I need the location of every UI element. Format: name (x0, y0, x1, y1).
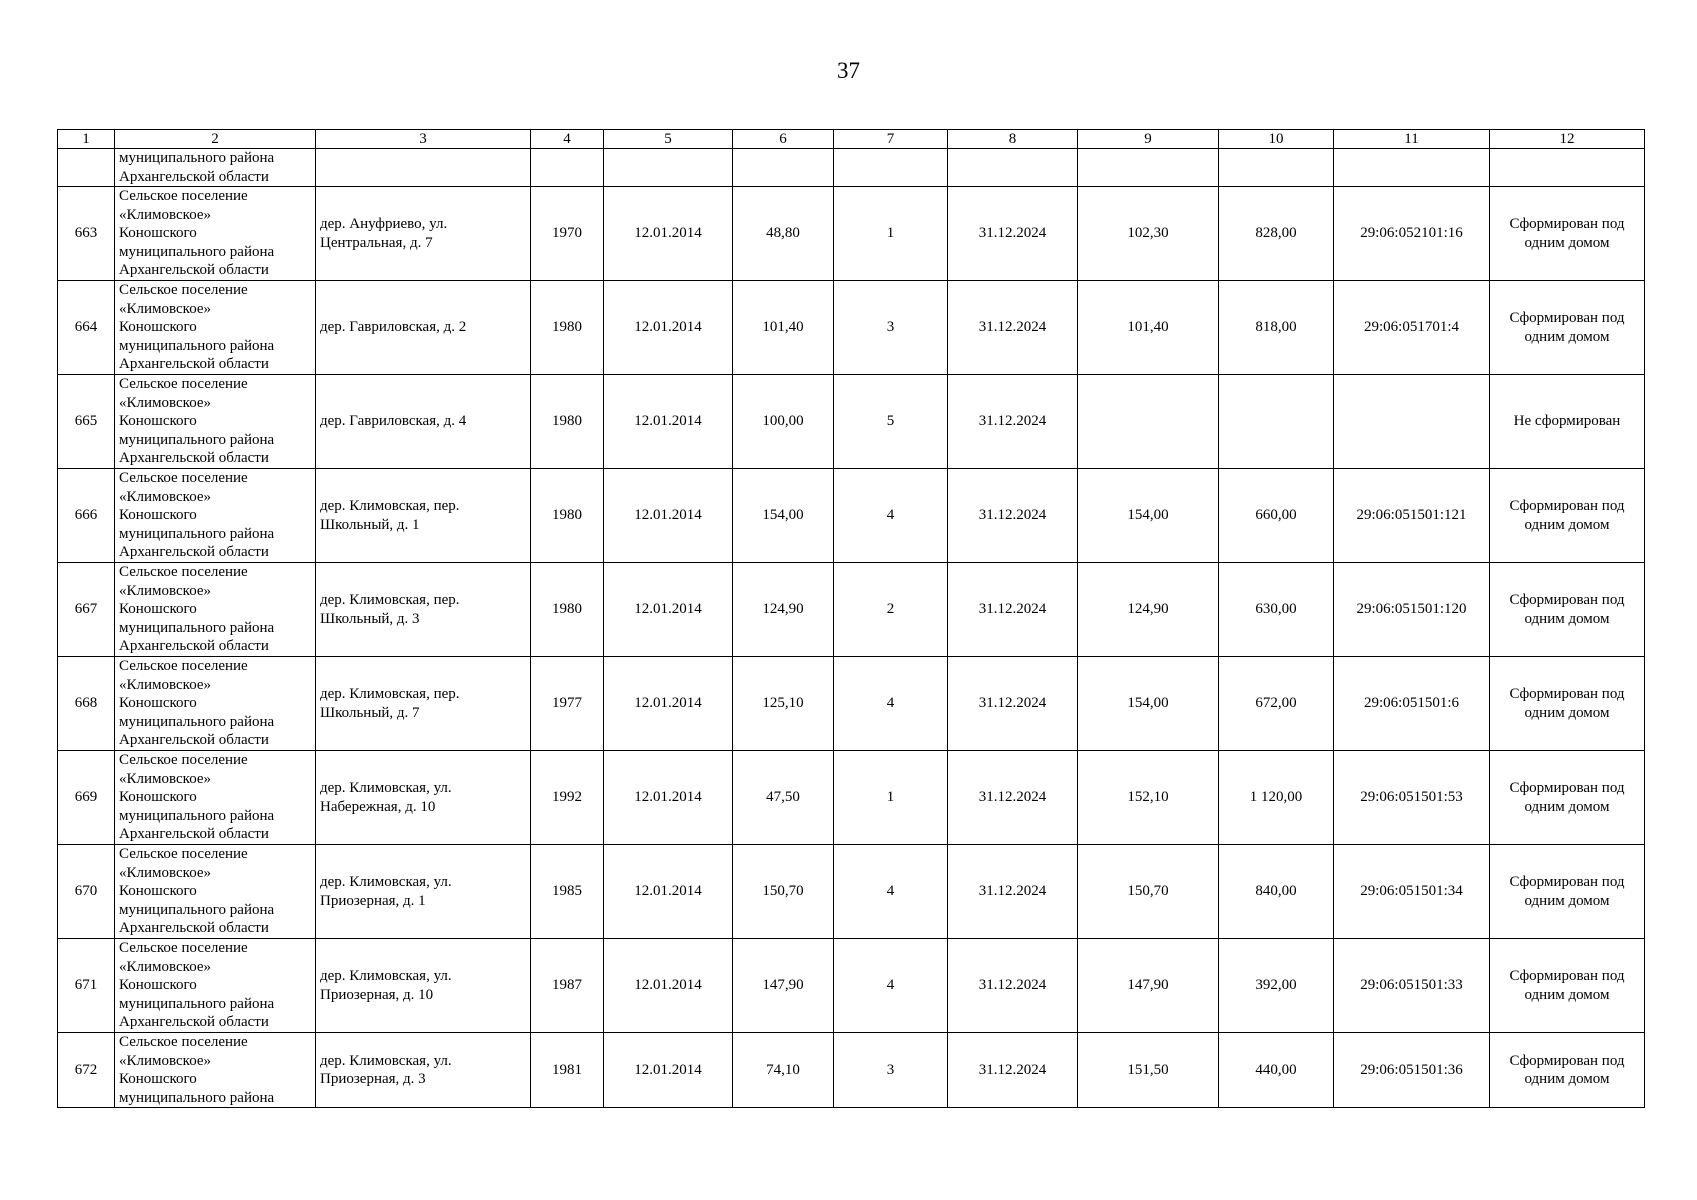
settlement-line: муниципального района (119, 337, 275, 354)
deadline-cell: 31.12.2024 (948, 845, 1078, 939)
settlement-line: Коношского (119, 789, 197, 806)
column-header: 9 (1078, 130, 1219, 149)
settlement-line: муниципального района (119, 431, 275, 448)
area-cell: 124,90 (733, 563, 834, 657)
column-header: 5 (604, 130, 733, 149)
address-line: дер. Гавриловская, д. 4 (320, 413, 467, 430)
settlement-line: Сельское поселение (119, 376, 248, 393)
plot-area-cell: 154,00 (1078, 657, 1219, 751)
settlement-line: муниципального района (119, 1089, 275, 1106)
date-cell: 12.01.2014 (604, 939, 733, 1033)
cadastral-cell: 29:06:051501:120 (1334, 563, 1490, 657)
continuation-row (58, 149, 1645, 187)
year-cell: 1987 (531, 939, 604, 1033)
row-number-cell: 667 (58, 563, 115, 657)
year-cell: 1980 (531, 469, 604, 563)
status-cell (1490, 939, 1645, 1033)
column-header: 7 (834, 130, 948, 149)
settlement-line: Архангельской области (119, 1014, 269, 1031)
plot-area-cell: 151,50 (1078, 1033, 1219, 1108)
settlement-line: «Климовское» (119, 300, 212, 317)
settlement-line: «Климовское» (119, 488, 212, 505)
area-cell: 150,70 (733, 845, 834, 939)
settlement-line: «Климовское» (119, 582, 212, 599)
year-cell: 1985 (531, 845, 604, 939)
settlement-line: «Климовское» (119, 206, 212, 223)
people-cell: 4 (834, 657, 948, 751)
address-line: Школьный, д. 1 (320, 516, 420, 533)
settlement-line: Коношского (119, 507, 197, 524)
year-cell: 1977 (531, 657, 604, 751)
settlement-line: Коношского (119, 225, 197, 242)
row-number-cell: 663 (58, 187, 115, 281)
plot-size-cell: 440,00 (1219, 1033, 1334, 1108)
row-number-cell: 665 (58, 375, 115, 469)
page-number: 37 (837, 58, 860, 83)
plot-size-cell: 672,00 (1219, 657, 1334, 751)
settlement-line: муниципального района (119, 619, 275, 636)
column-header: 11 (1334, 130, 1490, 149)
cadastral-cell: 29:06:051501:34 (1334, 845, 1490, 939)
area-cell: 47,50 (733, 751, 834, 845)
status-line: Сформирован под (1509, 310, 1625, 326)
address-line: дер. Климовская, ул. (320, 1052, 452, 1069)
address-cell (316, 281, 531, 375)
address-line: дер. Гавриловская, д. 2 (320, 319, 467, 336)
status-cell (1490, 751, 1645, 845)
column-header: 6 (733, 130, 834, 149)
table-cell (316, 149, 531, 187)
year-cell: 1970 (531, 187, 604, 281)
address-line: Школьный, д. 3 (320, 610, 420, 627)
year-cell: 1980 (531, 563, 604, 657)
settlement-line: муниципального района (119, 713, 275, 730)
year-cell: 1980 (531, 375, 604, 469)
settlement-line: муниципального района (119, 150, 275, 166)
plot-area-cell: 101,40 (1078, 281, 1219, 375)
settlement-line: Архангельской области (119, 168, 269, 185)
table-row (58, 375, 1645, 469)
deadline-cell: 31.12.2024 (948, 563, 1078, 657)
deadline-cell: 31.12.2024 (948, 1033, 1078, 1108)
settlement-line: Сельское поселение (119, 846, 248, 863)
plot-area-cell: 152,10 (1078, 751, 1219, 845)
settlement-line: Сельское поселение (119, 658, 248, 675)
cadastral-cell: 29:06:051501:36 (1334, 1033, 1490, 1108)
settlement-line: Архангельской области (119, 450, 269, 467)
address-cell (316, 845, 531, 939)
table-cell (834, 149, 948, 187)
settlement-cell (115, 1033, 316, 1108)
people-cell: 4 (834, 939, 948, 1033)
area-cell: 74,10 (733, 1033, 834, 1108)
status-cell (1490, 1033, 1645, 1108)
registry-table (57, 129, 1645, 1108)
settlement-line: Коношского (119, 413, 197, 430)
address-line: дер. Климовская, пер. (320, 592, 460, 608)
status-line: одним домом (1524, 704, 1610, 721)
plot-area-cell: 124,90 (1078, 563, 1219, 657)
date-cell: 12.01.2014 (604, 563, 733, 657)
settlement-line: Архангельской области (119, 262, 269, 279)
settlement-line: Коношского (119, 319, 197, 336)
settlement-line: Сельское поселение (119, 470, 248, 487)
date-cell: 12.01.2014 (604, 375, 733, 469)
settlement-line: Сельское поселение (119, 1034, 248, 1050)
address-line: дер. Климовская, пер. (320, 498, 460, 514)
table-row (58, 187, 1645, 281)
settlement-line: Архангельской области (119, 638, 269, 655)
table-cell (1078, 149, 1219, 187)
column-header: 4 (531, 130, 604, 149)
address-cell (316, 563, 531, 657)
plot-size-cell: 840,00 (1219, 845, 1334, 939)
address-line: дер. Климовская, ул. (320, 968, 452, 984)
plot-size-cell (1219, 375, 1334, 469)
status-cell (1490, 375, 1645, 469)
table-cell (948, 149, 1078, 187)
settlement-line: Коношского (119, 695, 197, 712)
status-line: одним домом (1524, 986, 1610, 1003)
settlement-line: «Климовское» (119, 1052, 212, 1069)
area-cell: 125,10 (733, 657, 834, 751)
settlement-line: муниципального района (119, 807, 275, 824)
date-cell: 12.01.2014 (604, 845, 733, 939)
status-line: одним домом (1524, 516, 1610, 533)
settlement-line: Архангельской области (119, 356, 269, 373)
address-cell (316, 657, 531, 751)
status-cell (1490, 469, 1645, 563)
cadastral-cell: 29:06:051501:121 (1334, 469, 1490, 563)
table-cell (1490, 149, 1645, 187)
address-cell (316, 469, 531, 563)
year-cell: 1992 (531, 751, 604, 845)
status-line: Сформирован под (1509, 1052, 1625, 1069)
settlement-line: Коношского (119, 977, 197, 994)
cadastral-cell: 29:06:051501:53 (1334, 751, 1490, 845)
status-line: одним домом (1524, 610, 1610, 627)
settlement-line: «Климовское» (119, 394, 212, 411)
plot-area-cell: 150,70 (1078, 845, 1219, 939)
status-line: Сформирован под (1509, 780, 1625, 796)
settlement-line: Сельское поселение (119, 188, 248, 205)
address-line: дер. Климовская, ул. (320, 874, 452, 890)
address-line: дер. Климовская, ул. (320, 780, 452, 796)
year-cell: 1980 (531, 281, 604, 375)
deadline-cell: 31.12.2024 (948, 939, 1078, 1033)
date-cell: 12.01.2014 (604, 281, 733, 375)
deadline-cell: 31.12.2024 (948, 281, 1078, 375)
settlement-cell (115, 281, 316, 375)
plot-area-cell: 154,00 (1078, 469, 1219, 563)
area-cell: 154,00 (733, 469, 834, 563)
address-line: дер. Ануфриево, ул. (320, 216, 448, 232)
settlement-line: «Климовское» (119, 958, 212, 975)
row-number-cell: 672 (58, 1033, 115, 1108)
settlement-cell (115, 751, 316, 845)
address-line: Центральная, д. 7 (320, 234, 433, 251)
settlement-line: Сельское поселение (119, 940, 248, 957)
settlement-cell (115, 939, 316, 1033)
status-line: Сформирован под (1509, 968, 1625, 984)
settlement-line: Сельское поселение (119, 564, 248, 581)
plot-size-cell: 630,00 (1219, 563, 1334, 657)
people-cell: 4 (834, 469, 948, 563)
address-line: Приозерная, д. 3 (320, 1071, 426, 1087)
table-cell (58, 149, 115, 187)
plot-area-cell (1078, 375, 1219, 469)
date-cell: 12.01.2014 (604, 469, 733, 563)
settlement-cell (115, 375, 316, 469)
table-cell (604, 149, 733, 187)
settlement-cell (115, 563, 316, 657)
settlement-line: Архангельской области (119, 920, 269, 937)
cadastral-cell: 29:06:051501:33 (1334, 939, 1490, 1033)
address-cell (316, 939, 531, 1033)
row-number-cell: 668 (58, 657, 115, 751)
table-row (58, 469, 1645, 563)
settlement-line: Архангельской области (119, 826, 269, 843)
column-header: 8 (948, 130, 1078, 149)
year-cell: 1981 (531, 1033, 604, 1108)
deadline-cell: 31.12.2024 (948, 657, 1078, 751)
table-row (58, 281, 1645, 375)
status-line: одним домом (1524, 1071, 1610, 1087)
address-line: дер. Климовская, пер. (320, 686, 460, 702)
status-line: Не сформирован (1513, 413, 1621, 430)
cadastral-cell: 29:06:051501:6 (1334, 657, 1490, 751)
status-line: одним домом (1524, 328, 1610, 345)
date-cell: 12.01.2014 (604, 1033, 733, 1108)
plot-size-cell: 392,00 (1219, 939, 1334, 1033)
row-number-cell: 669 (58, 751, 115, 845)
settlement-line: Коношского (119, 1071, 197, 1087)
settlement-line: муниципального района (119, 901, 275, 918)
row-number-cell: 670 (58, 845, 115, 939)
settlement-cell (115, 149, 316, 187)
column-header: 1 (58, 130, 115, 149)
settlement-line: Коношского (119, 601, 197, 618)
column-header: 3 (316, 130, 531, 149)
date-cell: 12.01.2014 (604, 751, 733, 845)
status-cell (1490, 187, 1645, 281)
settlement-line: «Климовское» (119, 676, 212, 693)
plot-size-cell: 828,00 (1219, 187, 1334, 281)
table-row (58, 1033, 1645, 1108)
area-cell: 48,80 (733, 187, 834, 281)
deadline-cell: 31.12.2024 (948, 375, 1078, 469)
deadline-cell: 31.12.2024 (948, 751, 1078, 845)
address-line: Школьный, д. 7 (320, 704, 420, 721)
status-line: Сформирован под (1509, 592, 1625, 608)
plot-size-cell: 660,00 (1219, 469, 1334, 563)
cadastral-cell: 29:06:052101:16 (1334, 187, 1490, 281)
status-line: Сформирован под (1509, 874, 1625, 890)
cadastral-cell: 29:06:051701:4 (1334, 281, 1490, 375)
column-header: 2 (115, 130, 316, 149)
plot-area-cell: 102,30 (1078, 187, 1219, 281)
table-row (58, 939, 1645, 1033)
settlement-cell (115, 657, 316, 751)
column-number-header (58, 130, 1645, 149)
status-line: Сформирован под (1509, 216, 1625, 232)
table-cell (1219, 149, 1334, 187)
column-header: 10 (1219, 130, 1334, 149)
table-cell (1334, 149, 1490, 187)
settlement-line: Архангельской области (119, 544, 269, 561)
address-cell (316, 375, 531, 469)
cadastral-cell (1334, 375, 1490, 469)
table-row (58, 657, 1645, 751)
settlement-line: муниципального района (119, 243, 275, 260)
date-cell: 12.01.2014 (604, 657, 733, 751)
people-cell: 4 (834, 845, 948, 939)
settlement-line: «Климовское» (119, 864, 212, 881)
row-number-cell: 666 (58, 469, 115, 563)
settlement-line: Коношского (119, 883, 197, 900)
deadline-cell: 31.12.2024 (948, 187, 1078, 281)
status-line: одним домом (1524, 798, 1610, 815)
address-line: Приозерная, д. 1 (320, 892, 426, 909)
people-cell: 2 (834, 563, 948, 657)
settlement-cell (115, 469, 316, 563)
area-cell: 100,00 (733, 375, 834, 469)
date-cell: 12.01.2014 (604, 187, 733, 281)
settlement-line: Архангельской области (119, 732, 269, 749)
settlement-line: Сельское поселение (119, 282, 248, 299)
table-cell (531, 149, 604, 187)
settlement-line: муниципального района (119, 995, 275, 1012)
table-row (58, 751, 1645, 845)
address-line: Набережная, д. 10 (320, 798, 436, 815)
column-header: 12 (1490, 130, 1645, 149)
deadline-cell: 31.12.2024 (948, 469, 1078, 563)
status-line: одним домом (1524, 892, 1610, 909)
address-line: Приозерная, д. 10 (320, 986, 434, 1003)
row-number-cell: 671 (58, 939, 115, 1033)
status-cell (1490, 845, 1645, 939)
address-cell (316, 187, 531, 281)
status-cell (1490, 657, 1645, 751)
settlement-line: Сельское поселение (119, 752, 248, 769)
status-line: Сформирован под (1509, 686, 1625, 702)
table-row (58, 845, 1645, 939)
plot-area-cell: 147,90 (1078, 939, 1219, 1033)
address-cell (316, 751, 531, 845)
people-cell: 5 (834, 375, 948, 469)
status-cell (1490, 563, 1645, 657)
settlement-line: «Климовское» (119, 770, 212, 787)
plot-size-cell: 1 120,00 (1219, 751, 1334, 845)
settlement-line: муниципального района (119, 525, 275, 542)
settlement-cell (115, 187, 316, 281)
people-cell: 1 (834, 187, 948, 281)
address-cell (316, 1033, 531, 1108)
row-number-cell: 664 (58, 281, 115, 375)
settlement-cell (115, 845, 316, 939)
table-row (58, 563, 1645, 657)
area-cell: 101,40 (733, 281, 834, 375)
table-cell (733, 149, 834, 187)
status-line: одним домом (1524, 234, 1610, 251)
area-cell: 147,90 (733, 939, 834, 1033)
people-cell: 3 (834, 281, 948, 375)
people-cell: 3 (834, 1033, 948, 1108)
people-cell: 1 (834, 751, 948, 845)
plot-size-cell: 818,00 (1219, 281, 1334, 375)
status-line: Сформирован под (1509, 498, 1625, 514)
status-cell (1490, 281, 1645, 375)
